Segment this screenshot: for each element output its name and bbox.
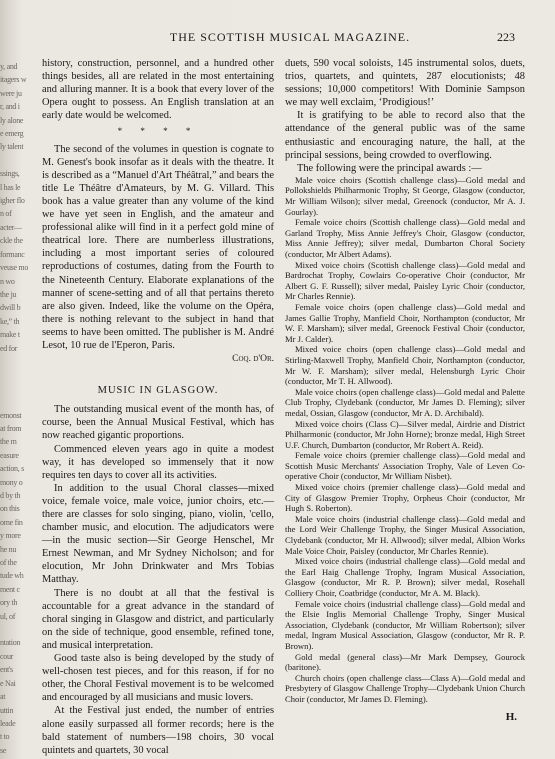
bleed-fragment: make t	[0, 330, 20, 340]
bleed-fragment: ed for	[0, 343, 18, 353]
bleed-fragment: at from	[0, 423, 22, 433]
bleed-fragment	[0, 382, 24, 395]
bleed-fragment: at	[0, 692, 6, 702]
bleed-fragment: of the	[0, 558, 17, 568]
bleed-fragment: itagers w	[0, 75, 27, 85]
bleed-fragment: y, and	[0, 62, 18, 71]
award-entry: Gold medal (general class)—Mr Mark Dempsey, Gourock (baritone).	[285, 651, 525, 673]
bleed-fragment: ul, of	[0, 611, 16, 621]
bleed-fragment: e emerg	[0, 129, 24, 139]
bleed-fragment: on this	[0, 504, 20, 514]
award-entry: Mixed voice choirs (industrial challenge class)—Gold medal and the Earl Haig Challenge Trophy, Ingram Musical Association, Glasgow (conductor, Mr R. P. Brown); silver medal, Rosehall Colliery Choir, Coatbridge (conductor, Mr A. M. Black).	[285, 556, 525, 598]
bleed-fragment: ly alone	[0, 115, 24, 125]
bleed-fragment	[0, 623, 24, 636]
bleed-fragment: n wo	[0, 276, 15, 286]
bleed-fragment: the m	[0, 437, 17, 447]
bleed-fragment: ckle the	[0, 236, 23, 246]
section-title: MUSIC IN GLASGOW.	[97, 385, 219, 397]
award-entry: Female voice choirs (premier challenge class)—Gold medal and Scottish Music Merchants' Association Trophy, Vale of Leven Co-operative Choir (conductor, Mr William Nisbet).	[285, 450, 525, 482]
signature: H.	[505, 710, 517, 723]
bleed-fragment: were ju	[0, 88, 22, 98]
bleed-fragment: ment c	[0, 584, 20, 594]
paragraph: It is gratifying to be able to record also that the attendance of the general public was of the same enthusiastic and encouraging nature, the hall, at the principal sessions, being crowded to overflowing.	[285, 110, 525, 161]
bleed-fragment: l has le	[0, 182, 21, 192]
section-divider: * * * *	[117, 126, 199, 137]
paragraph: The following were the principal awards :—	[297, 162, 482, 174]
page-number: 223	[497, 30, 515, 44]
bleed-fragment: ke,” th	[0, 316, 20, 326]
bleed-fragment: ssings,	[0, 169, 20, 179]
bleed-fragment: y more	[0, 531, 21, 541]
award-entry: Mixed voice choirs (Scottish challenge class)—Gold medal and Bardrochat Trophy, Cowlairs Co-operative Choir (conductor, Mr Albert G. F. Russell); silver medal, Paisley Lyric Choir (conductor, Mr Charles Rennie).	[285, 259, 525, 302]
right-column	[285, 57, 525, 724]
bleed-fragment	[0, 368, 24, 381]
award-entry: Mixed voice choirs (Class C)—Silver medal, Airdrie and District Philharmonic (conductor, Mr John Horne); bronze medal, High Street U.F. Church, Dumbarton (conductor, Mr Robert A. Reid).	[285, 418, 525, 450]
award-entry: Male voice choirs (open challenge class)—Gold medal and Palette Club Trophy, Clydebank (conductor, Mr James D. Fleming); silver medal, Ossian, Glasgow (conductor, Mr A. D. Archibald).	[285, 386, 525, 418]
bleed-fragment: he nu	[0, 544, 17, 554]
bleed-fragment: leade	[0, 718, 16, 728]
bleed-fragment	[0, 355, 24, 368]
paragraph: Commenced eleven years ago in quite a modest way, it has developed so immensely that it now requires ten days to cover all its activities.	[42, 443, 274, 481]
award-entry: Female voice choirs (Scottish challenge class)—Gold medal and Garland Trophy, Miss Annie Jeffrey's Choir, Glasgow (conductor, Miss Annie Jeffrey); silver medal, Dumbarton Choral Society (conductor, Mr Albert Adams).	[285, 217, 525, 259]
award-entry: Male voice choirs (Scottish challenge class)—Gold medal and Pollokshields Philharmonic Trophy, St George, Glasgow (conductor, Mr William Wilson); silver medal, Greenock (conductor, Mr A. J. Gourlay).	[285, 174, 525, 217]
left-column	[42, 57, 274, 757]
bleed-fragment: veuse mo	[0, 263, 29, 273]
bleed-fragment: ntation	[0, 638, 21, 648]
bleed-fragment: n of	[0, 209, 12, 219]
bleed-fragment: ory th	[0, 598, 18, 608]
bleed-fragment: mony o	[0, 477, 23, 487]
award-entry: Female voice choirs (open challenge class)—Gold medal and James Gallie Trophy, Manfield Choir, Northampton (conductor, Mr W. F. Marsham); silver medal, Greenock Festival Choir (conductor, Mr J. Calder).	[285, 301, 525, 344]
bleed-fragment: se	[0, 745, 7, 755]
bleed-fragment: r, and i	[0, 102, 20, 112]
paragraph: In addition to the usual Choral classes—mixed voice, female voice, male voice, junior choirs, etc.—there are classes for solo singing, piano, violin, 'cello, chamber music, and elocution. The adjudicators were—in the music section—Sir George Henschel, Mr Ernest Newman, and Mr Sydney Nicholson; and for elocution, Mr John Drinkwater and Mrs Tobias Matthay.	[42, 482, 274, 586]
bleed-fragment: e Nai	[0, 678, 16, 688]
paragraph: The outstanding musical event of the month has, of course, been the Annual Musical Festival, which has now reached gigantic proportions.	[42, 404, 274, 442]
paragraph: The second of the volumes in question is cognate to M. Genest's book insofar as it deals with the theatre. It is described as a “Manuel d'Art Théâtral,” and bears the title Le Théâtre d'Amateurs, by M. G. Villard. This book has a value greater than any volume of the kind we have yet seen in English, and the amateur and professional alike will find in it a perfect gold mine of theatrical lore. There are numberless illustrations, including a most important series of coloured reproductions of costumes, dating from the Fourth to the Nineteenth Century. Elaborate explanations of the manner of scene-setting and of all that pertains thereto are also given. Indeed, like the volume on the Opéra, there is nothing relevant to the subject in hand that seems to have been omitted. The publisher is M. André Lesot, 10 rue de l'Eperon, Paris.	[42, 143, 274, 351]
bleed-fragment	[0, 154, 24, 167]
bleed-fragment: action, s	[0, 464, 24, 474]
paragraph: history, construction, personnel, and a hundred other things besides, all are related in the most entertaining and alluring manner. It is a book that every lover of the Opera ought to possess. An English translation at an early date would be welcomed.	[42, 58, 274, 122]
running-head: THE SCOTTISH MUSICAL MAGAZINE.	[169, 30, 411, 44]
bleed-fragment: the ju	[0, 289, 17, 299]
paragraph: Good taste also is being developed by the study of well-chosen test pieces, and for this reason, if for no other, the Choral Festival movement is to be welcomed and encouraged by all musicians and music lovers.	[42, 653, 274, 704]
bleed-fragment: cour	[0, 651, 14, 661]
bleed-fragment: igher flo	[0, 196, 25, 206]
bleed-fragment: ome fin	[0, 517, 23, 527]
bleed-fragment: acter—	[0, 222, 22, 232]
bleed-fragment: ent's	[0, 665, 13, 675]
adjacent-page-bleed	[0, 60, 29, 755]
signature: Coq. d'Or.	[232, 354, 274, 365]
bleed-fragment: uttin	[0, 705, 14, 715]
paragraph: There is no doubt at all that the festival is accountable for a great advance in the standard of choral singing in Glasgow and district, and particularly on the side of technique, good ensemble, refined tone, and musical interpretation.	[42, 587, 274, 651]
award-entry: Female voice choirs (industrial challenge class)—Gold medal and the Elsie Inglis Memorial Challenge Trophy, Singer Musical Association, Clydebank (conductor, Mr William Robertson); silver medal, Ingram Musical Association, Glasgow (conductor, Mr R. P. Brown).	[285, 598, 525, 651]
award-entry: Mixed voice choirs (open challenge class)—Gold medal and Stirling-Maxwell Trophy, Manfield Choir, Northampton (conductor, Mr W. F. Marsham); silver medal, Helensburgh Lyric Choir (conductor, Mr T. H. Allwood).	[285, 344, 525, 387]
bleed-fragment: emonst	[0, 410, 22, 420]
bleed-fragment	[0, 395, 24, 408]
bleed-fragment: tude wh	[0, 571, 24, 581]
bleed-fragment: ly talent	[0, 142, 24, 152]
paragraph: At the Festival just ended, the number of entries alone easily surpassed all former records; here is the bald statement of numbers—198 choirs, 30 vocal quintets and quartets, 30 vocal	[42, 705, 274, 756]
award-entry: Mixed voice choirs (premier challenge class)—Gold medal and City of Glasgow Premier Trophy, Orpheus Choir (conductor, Mr Hugh S. Roberton).	[285, 482, 525, 514]
award-entry: Church choirs (open challenge class—Class A)—Gold medal and Presbytery of Glasgow Challenge Trophy—Clydebank Union Church Choir (conductor, Mr James D. Fleming).	[285, 672, 525, 704]
bleed-fragment: d by th	[0, 491, 21, 500]
bleed-fragment: t to	[0, 732, 10, 742]
awards-list	[285, 175, 525, 705]
paragraph: duets, 590 vocal soloists, 145 instrumental solos, duets, trios, quartets, and quintets, 287 elocutionists; 48 sessions; 10,000 competitors! With Dominie Sampson we may well exclaim, ‘Prodigious!’	[285, 58, 525, 109]
bleed-fragment: dwill b	[0, 303, 21, 313]
bleed-fragment: easure	[0, 450, 19, 460]
bleed-fragment: formanc	[0, 249, 25, 259]
award-entry: Male voice choirs (industrial challenge class)—Gold medal and the Lord Weir Challenge Trophy, the Singer Musical Association, Clydebank (conductor, Mr H. Allwood); silver medal, Albion Works Male Voice Choir, Paisley (conductor, Mr Charles Rennie).	[285, 513, 525, 556]
